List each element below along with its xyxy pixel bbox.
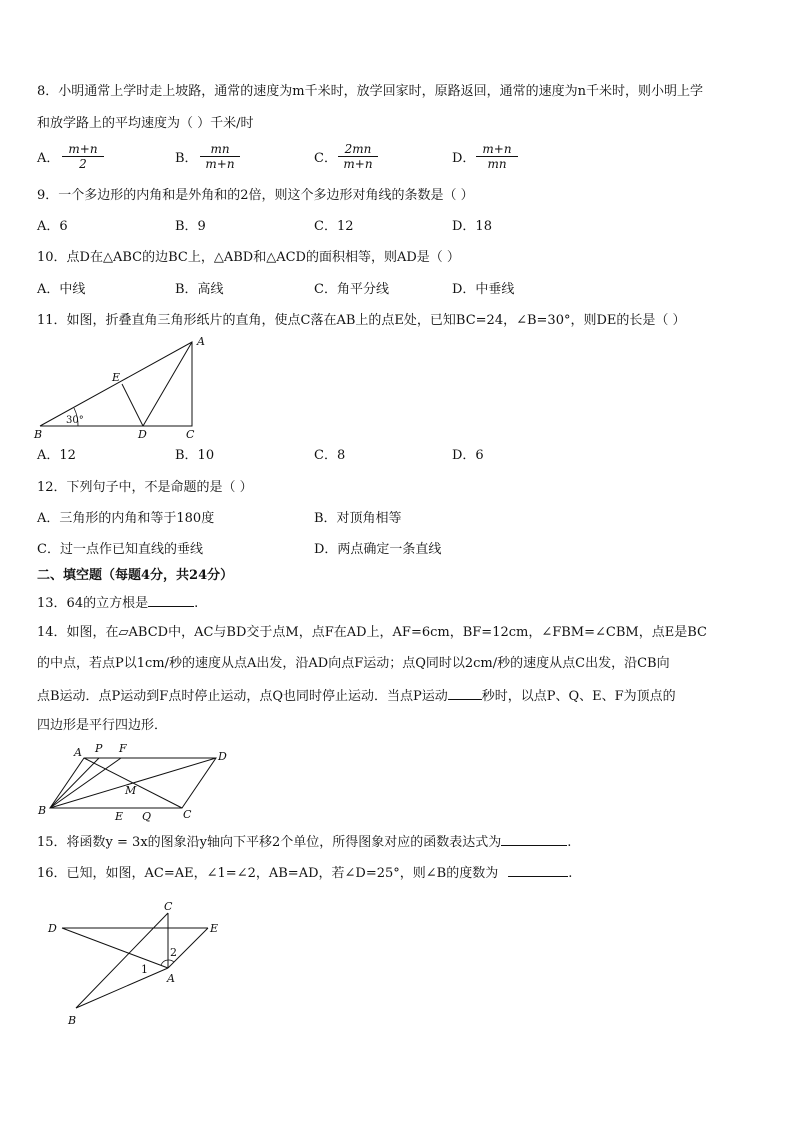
q8-stem-line1: 8．小明通常上学时走上坡路，通常的速度为m千米时，放学回家时，原路返回，通常的速度为n千米时，则小明上学 (37, 84, 703, 99)
q10-option-c: C．角平分线 (314, 282, 389, 297)
q9-option-a: A．6 (37, 219, 68, 234)
q13-end: . (194, 596, 199, 611)
q10-option-b: B．高线 (175, 282, 224, 297)
q14-stem-line3 (37, 687, 676, 705)
q16-angle-1-label: 1 (141, 963, 148, 976)
q12-option-d: D．两点确定一条直线 (314, 542, 442, 557)
q15-answer-blank[interactable] (501, 833, 567, 846)
q11-label-a: A (197, 335, 205, 348)
q11-label-b: B (34, 428, 43, 441)
q14-label-f: F (119, 742, 127, 755)
q8-option-d-fraction (476, 142, 518, 171)
q14-label-m: M (125, 784, 137, 797)
q15-text: 15．将函数y = 3x的图象沿y轴向下平移2个单位，所得图象对应的函数表达式为 (37, 835, 502, 850)
q11-label-d: D (138, 428, 147, 441)
q11-stem: 11．如图，折叠直角三角形纸片的直角，使点C落在AB上的点E处，已知BC=24，∠B=30°，则DE的长是（ ） (37, 313, 686, 328)
q8-stem-line2: 和放学路上的平均速度为（ ）千米/时 (37, 116, 254, 131)
q8-option-b-denominator: m+n (205, 157, 235, 171)
section-fill-in-title: 二、填空题（每题4分，共24分） (37, 568, 234, 583)
q16-angle-1-arc (161, 960, 168, 965)
q9-option-c: C．12 (314, 219, 354, 234)
q8-option-c-fraction (338, 142, 378, 171)
q14-parallelogram-figure (34, 740, 244, 824)
q9-stem: 9．一个多边形的内角和是外角和的2倍，则这个多边形对角线的条数是（ ） (37, 188, 474, 203)
q16-label-c: C (164, 900, 173, 913)
q16-text: 16．已知，如图，AC=AE，∠1=∠2，AB=AD，若∠D=25°，则∠B的度数为 (37, 866, 499, 881)
q14-label-p: P (95, 742, 103, 755)
q8-option-c-denominator: m+n (343, 157, 373, 171)
q8-option-a-denominator: 2 (79, 157, 87, 171)
q14-line3-part1: 点B运动．点P运动到F点时停止运动，点Q也同时停止运动．当点P运动 (37, 689, 448, 704)
q15-end: . (567, 835, 572, 850)
q11-fold-line-ad (143, 342, 192, 426)
q11-option-b: B．10 (175, 448, 215, 463)
q14-answer-blank[interactable] (448, 687, 482, 700)
q11-angle-label: 30° (66, 415, 84, 426)
q12-option-b: B．对顶角相等 (314, 511, 402, 526)
q8-option-d-label: D． (452, 151, 476, 166)
q14-label-a: A (74, 746, 82, 759)
q8-option-a-numerator: m+n (62, 142, 104, 157)
q14-label-c: C (183, 808, 192, 821)
q16-label-b: B (68, 1014, 77, 1027)
q14-stem-line1: 14．如图，在▱ABCD中，AC与BD交于点M，点F在AD上，AF=6cm，BF=12cm，∠FBM=∠CBM，点E是BC (37, 625, 707, 640)
q11-segment-ed (122, 384, 143, 426)
q10-stem: 10．点D在△ABC的边BC上，△ABD和△ACD的面积相等，则AD是（ ） (37, 250, 460, 265)
q14-line3-part2: 秒时，以点P、Q、E、F为顶点的 (481, 689, 676, 704)
q16-label-a: A (167, 972, 175, 985)
q16-answer-blank[interactable] (508, 864, 568, 877)
q9-option-d: D．18 (452, 219, 492, 234)
q8-option-b-fraction (200, 142, 240, 171)
q16-triangles-figure (40, 896, 240, 1031)
q11-triangle-figure (30, 334, 220, 444)
q10-option-d: D．中垂线 (452, 282, 515, 297)
q8-option-b-numerator: mn (200, 142, 240, 157)
q16-segment-da (62, 928, 168, 968)
q11-label-c: C (186, 428, 195, 441)
q14-stem-line2: 的中点，若点P以1cm/秒的速度从点A出发，沿AD向点F运动；点Q同时以2cm/秒的速度从点C出发，沿CB向 (37, 656, 670, 671)
q8-option-c-numerator: 2mn (338, 142, 378, 157)
q16-stem (37, 864, 572, 882)
q16-segment-ba (76, 968, 168, 1008)
q8-option-d-numerator: m+n (476, 142, 518, 157)
q14-label-q: Q (142, 810, 152, 823)
q10-option-a: A．中线 (37, 282, 86, 297)
q8-option-a-fraction (62, 142, 104, 171)
q11-option-d: D．6 (452, 448, 484, 463)
q16-label-e: E (210, 922, 219, 935)
q14-stem-line4: 四边形是平行四边形． (37, 718, 168, 733)
q12-option-a: A．三角形的内角和等于180度 (37, 511, 215, 526)
q16-angle-2-arc (168, 960, 174, 962)
q16-label-d: D (48, 922, 57, 935)
q8-option-c-label: C． (314, 151, 337, 166)
q12-option-c: C．过一点作已知直线的垂线 (37, 542, 203, 557)
q11-option-a: A．12 (37, 448, 76, 463)
q15-stem (37, 833, 571, 851)
q14-label-d: D (218, 750, 227, 763)
q11-option-c: C．8 (314, 448, 346, 463)
q16-end: . (568, 866, 573, 881)
q9-option-b: B．9 (175, 219, 206, 234)
q13-text: 13．64的立方根是 (37, 596, 149, 611)
q13-stem (37, 594, 198, 612)
q11-triangle-abc (40, 342, 192, 426)
q16-angle-2-label: 2 (170, 946, 177, 959)
q8-option-a-label: A． (37, 151, 60, 166)
q14-label-b: B (38, 804, 47, 817)
q13-answer-blank[interactable] (148, 594, 194, 607)
q14-segment-bf (50, 758, 121, 808)
q12-stem: 12．下列句子中，不是命题的是（ ） (37, 480, 253, 495)
q16-segment-cb (76, 913, 168, 1008)
q11-label-e: E (112, 371, 121, 384)
q8-option-d-denominator: mn (487, 157, 507, 171)
q8-option-b-label: B． (175, 151, 198, 166)
q14-label-e: E (115, 810, 124, 823)
